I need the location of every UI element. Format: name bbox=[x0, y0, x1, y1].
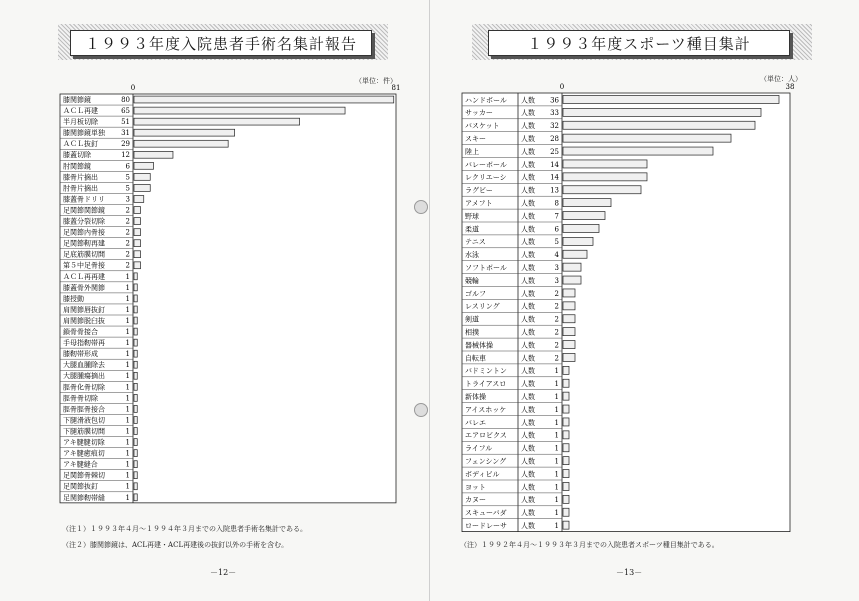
sports-bar bbox=[563, 250, 587, 258]
surgery-bar bbox=[134, 383, 137, 390]
surgery-bar bbox=[134, 118, 300, 125]
sports-category-label: ソフトボール bbox=[465, 263, 507, 272]
sports-bar bbox=[563, 418, 569, 426]
surgery-bar bbox=[134, 361, 137, 368]
sports-value-caption: 人数 bbox=[521, 147, 535, 156]
sports-bar bbox=[563, 186, 641, 194]
surgery-tick-label-0: 0 bbox=[130, 84, 136, 92]
surgery-bar bbox=[134, 450, 137, 457]
surgery-category-label: 手母指靭帯再 bbox=[63, 339, 105, 348]
sports-bar bbox=[563, 379, 569, 387]
surgery-value-label: 1 bbox=[125, 294, 130, 303]
sports-value-caption: 人数 bbox=[521, 186, 535, 195]
surgery-value-label: 1 bbox=[125, 272, 130, 281]
sports-bar bbox=[563, 341, 575, 349]
sports-value-caption: 人数 bbox=[521, 225, 535, 234]
sports-value-label: 4 bbox=[554, 251, 559, 260]
sports-value-caption: 人数 bbox=[521, 160, 535, 169]
sports-category-label: 陸上 bbox=[465, 147, 479, 156]
sports-value-caption: 人数 bbox=[521, 109, 535, 118]
sports-category-label: バスケット bbox=[465, 122, 500, 131]
sports-category-label: トライアスロ bbox=[465, 380, 507, 389]
sports-bar bbox=[563, 444, 569, 452]
surgery-category-label: 肘骨片摘出 bbox=[63, 184, 98, 193]
surgery-value-label: 1 bbox=[125, 383, 130, 392]
surgery-category-label: 大腿腫瘍摘出 bbox=[63, 372, 105, 381]
sports-value-caption: 人数 bbox=[521, 392, 535, 401]
surgery-category-label: 膝授動 bbox=[63, 294, 84, 303]
sports-value-label: 2 bbox=[554, 341, 559, 350]
surgery-bar bbox=[134, 317, 137, 324]
surgery-value-label: 1 bbox=[125, 339, 130, 348]
surgery-value-label: 1 bbox=[125, 328, 130, 337]
sports-value-label: 2 bbox=[554, 315, 559, 324]
sports-value-label: 2 bbox=[554, 354, 559, 363]
sports-tick-label-0: 0 bbox=[559, 83, 565, 91]
sports-value-label: 14 bbox=[550, 173, 559, 182]
surgery-value-label: 1 bbox=[125, 361, 130, 370]
surgery-value-label: 1 bbox=[125, 438, 130, 447]
surgery-category-label: アキ腱腱切除 bbox=[63, 438, 105, 447]
right-page-number: －13－ bbox=[616, 568, 643, 577]
sports-value-label: 32 bbox=[550, 122, 559, 131]
sports-value-caption: 人数 bbox=[521, 457, 535, 466]
sports-value-label: 1 bbox=[554, 380, 559, 389]
surgery-category-label: ＡＣＬ再再建 bbox=[63, 272, 105, 281]
left-page bbox=[0, 0, 429, 601]
surgery-bar bbox=[134, 207, 140, 214]
surgery-value-label: 51 bbox=[121, 118, 130, 127]
sports-category-label: 水泳 bbox=[465, 251, 479, 260]
sports-value-label: 6 bbox=[554, 225, 559, 234]
sports-value-label: 1 bbox=[554, 483, 559, 492]
surgery-value-label: 1 bbox=[125, 316, 130, 325]
sports-category-label: ロードレーサ bbox=[465, 521, 507, 530]
surgery-bar bbox=[134, 240, 140, 247]
sports-bar bbox=[563, 405, 569, 413]
surgery-value-label: 1 bbox=[125, 350, 130, 359]
sports-value-caption: 人数 bbox=[521, 496, 535, 505]
left-note-2: （注２）膝関節鏡は、ACL再建・ACL再建後の抜釘以外の手術を含む。 bbox=[62, 541, 289, 549]
surgery-bar bbox=[134, 394, 137, 401]
sports-category-label: テニス bbox=[465, 238, 486, 247]
sports-bar bbox=[563, 160, 647, 168]
surgery-value-label: 12 bbox=[121, 151, 130, 160]
surgery-bar bbox=[134, 339, 137, 346]
surgery-value-label: 2 bbox=[125, 239, 130, 248]
sports-category-label: カヌー bbox=[465, 496, 486, 505]
sports-bar bbox=[563, 482, 569, 490]
sports-category-label: ハンドボール bbox=[465, 96, 507, 105]
sports-bar bbox=[563, 302, 575, 310]
right-page bbox=[429, 0, 859, 601]
sports-value-label: 1 bbox=[554, 418, 559, 427]
sports-tick-label-max: 38 bbox=[785, 83, 795, 91]
sports-category-label: 自転車 bbox=[465, 354, 486, 363]
left-page-title: １９９３年度入院患者手術名集計報告 bbox=[70, 30, 372, 56]
surgery-bar bbox=[134, 218, 140, 225]
sports-value-label: 33 bbox=[550, 109, 559, 118]
surgery-bar bbox=[134, 96, 394, 103]
surgery-category-label: 第５中足骨接 bbox=[63, 261, 105, 270]
surgery-value-label: 5 bbox=[125, 184, 130, 193]
sports-value-caption: 人数 bbox=[521, 380, 535, 389]
sports-category-label: バレーボール bbox=[465, 160, 507, 169]
surgery-value-label: 1 bbox=[125, 372, 130, 381]
sports-bar bbox=[563, 263, 581, 271]
surgery-bar bbox=[134, 405, 137, 412]
sports-bar bbox=[563, 134, 731, 142]
surgery-value-label: 2 bbox=[125, 217, 130, 226]
sports-category-label: 相撲 bbox=[465, 328, 479, 337]
sports-bar bbox=[563, 353, 575, 361]
sports-value-label: 2 bbox=[554, 302, 559, 311]
sports-category-label: 柔道 bbox=[465, 225, 479, 234]
sports-bar bbox=[563, 95, 779, 103]
surgery-category-label: 肩関節脱臼抜 bbox=[63, 316, 105, 325]
sports-value-label: 1 bbox=[554, 509, 559, 518]
surgery-category-label: 肩関節唇抜釘 bbox=[63, 305, 105, 314]
surgery-category-label: アキ腱縫合 bbox=[63, 460, 98, 469]
sports-value-label: 2 bbox=[554, 328, 559, 337]
surgery-bar bbox=[134, 306, 137, 313]
surgery-bar bbox=[134, 417, 137, 424]
right-unit-label: （単位：人） bbox=[760, 75, 802, 83]
sports-category-label: ゴルフ bbox=[465, 289, 486, 298]
sports-value-caption: 人数 bbox=[521, 238, 535, 247]
sports-value-caption: 人数 bbox=[521, 315, 535, 324]
sports-value-caption: 人数 bbox=[521, 122, 535, 131]
sports-category-label: レクリエーシ bbox=[465, 173, 507, 182]
surgery-bar bbox=[134, 350, 137, 357]
sports-value-caption: 人数 bbox=[521, 405, 535, 414]
surgery-category-label: 足関節関節鏡 bbox=[63, 206, 105, 215]
sports-category-label: ラグビー bbox=[465, 186, 493, 195]
surgery-category-label: 膝関節鏡 bbox=[63, 95, 91, 104]
surgery-category-label: 足関節靭再建 bbox=[63, 239, 105, 248]
surgery-value-label: 65 bbox=[121, 107, 130, 116]
sports-value-caption: 人数 bbox=[521, 199, 535, 208]
surgery-bar bbox=[134, 284, 137, 291]
sports-category-label: 競輪 bbox=[465, 276, 479, 285]
surgery-value-label: 6 bbox=[125, 162, 130, 171]
surgery-bar bbox=[134, 295, 137, 302]
surgery-category-label: ＡＣＬ抜釘 bbox=[63, 140, 98, 149]
surgery-category-label: 半月板切除 bbox=[63, 118, 98, 127]
surgery-bar bbox=[134, 428, 137, 435]
sports-bar bbox=[563, 276, 581, 284]
sports-value-caption: 人数 bbox=[521, 367, 535, 376]
sports-bar bbox=[563, 121, 755, 129]
surgery-category-label: 足関節抜釘 bbox=[63, 482, 98, 491]
surgery-value-label: 1 bbox=[125, 449, 130, 458]
sports-value-label: 1 bbox=[554, 431, 559, 440]
sports-value-label: 14 bbox=[550, 160, 559, 169]
sports-category-label: ヨット bbox=[465, 483, 486, 492]
sports-bar bbox=[563, 212, 605, 220]
surgery-value-label: 2 bbox=[125, 228, 130, 237]
sports-category-label: 剣道 bbox=[465, 315, 479, 324]
surgery-value-label: 1 bbox=[125, 405, 130, 414]
surgery-value-label: 29 bbox=[121, 140, 130, 149]
sports-chart bbox=[430, 0, 859, 530]
left-page-number: －12－ bbox=[210, 568, 237, 577]
surgery-bar bbox=[134, 439, 137, 446]
sports-category-label: 新体操 bbox=[465, 392, 486, 401]
surgery-bar bbox=[134, 173, 150, 180]
sports-bar bbox=[563, 173, 647, 181]
sports-category-label: レスリング bbox=[465, 302, 500, 311]
sports-bar bbox=[563, 199, 611, 207]
right-page-title: １９９３年度スポーツ種目集計 bbox=[488, 30, 790, 56]
sports-bar bbox=[563, 224, 599, 232]
sports-category-label: 器械体操 bbox=[465, 341, 493, 350]
sports-value-caption: 人数 bbox=[521, 483, 535, 492]
surgery-value-label: 1 bbox=[125, 460, 130, 469]
sports-category-label: フェンシング bbox=[465, 457, 507, 466]
sports-value-label: 1 bbox=[554, 367, 559, 376]
sports-bar bbox=[563, 366, 569, 374]
sports-value-caption: 人数 bbox=[521, 173, 535, 182]
sports-bar bbox=[563, 457, 569, 465]
sports-value-label: 36 bbox=[550, 96, 559, 105]
surgery-category-label: アキ腱癒痕切 bbox=[63, 449, 105, 458]
sports-value-caption: 人数 bbox=[521, 341, 535, 350]
sports-value-caption: 人数 bbox=[521, 444, 535, 453]
surgery-category-label: 脛骨脛骨接合 bbox=[63, 405, 105, 414]
surgery-value-label: 1 bbox=[125, 493, 130, 502]
surgery-bar bbox=[134, 273, 137, 280]
sports-value-caption: 人数 bbox=[521, 263, 535, 272]
sports-value-label: 1 bbox=[554, 470, 559, 479]
sports-value-label: 1 bbox=[554, 392, 559, 401]
left-note-1: （注１）１９９３年４月～１９９４年３月までの入院患者手術名集計である。 bbox=[62, 525, 307, 533]
surgery-bar bbox=[134, 483, 137, 490]
surgery-value-label: 2 bbox=[125, 250, 130, 259]
sports-category-label: ライフル bbox=[465, 444, 493, 453]
surgery-bar bbox=[134, 151, 173, 158]
surgery-value-label: 1 bbox=[125, 283, 130, 292]
surgery-chart bbox=[0, 0, 429, 502]
surgery-category-label: 膝靭帯形成 bbox=[63, 350, 98, 359]
sports-bar bbox=[563, 508, 569, 516]
sports-value-caption: 人数 bbox=[521, 328, 535, 337]
surgery-bar bbox=[134, 494, 137, 501]
sports-bar bbox=[563, 495, 569, 503]
sports-value-label: 1 bbox=[554, 521, 559, 530]
surgery-value-label: 1 bbox=[125, 471, 130, 480]
sports-value-label: 1 bbox=[554, 496, 559, 505]
surgery-bar bbox=[134, 251, 140, 258]
surgery-value-label: 2 bbox=[125, 261, 130, 270]
surgery-bar bbox=[134, 162, 153, 169]
sports-bar bbox=[563, 237, 593, 245]
sports-value-label: 1 bbox=[554, 457, 559, 466]
sports-bar bbox=[563, 521, 569, 529]
sports-value-caption: 人数 bbox=[521, 212, 535, 221]
surgery-bar bbox=[134, 184, 150, 191]
sports-bar bbox=[563, 470, 569, 478]
sports-value-caption: 人数 bbox=[521, 251, 535, 260]
sports-bar bbox=[563, 431, 569, 439]
surgery-bar bbox=[134, 196, 144, 203]
surgery-category-label: 脛骨骨切除 bbox=[63, 394, 98, 403]
surgery-category-label: 肘関節鏡 bbox=[63, 162, 91, 171]
surgery-bar bbox=[134, 262, 140, 269]
surgery-category-label: 脛骨化骨切除 bbox=[63, 383, 105, 392]
sports-value-caption: 人数 bbox=[521, 354, 535, 363]
surgery-category-label: 膝蓋骨外関節 bbox=[63, 283, 105, 292]
surgery-category-label: 鎖骨骨接合 bbox=[63, 328, 98, 337]
surgery-category-label: 足関節靭帯縫 bbox=[63, 493, 105, 502]
sports-category-label: サッカー bbox=[465, 109, 493, 118]
sports-value-label: 1 bbox=[554, 444, 559, 453]
sports-value-label: 8 bbox=[554, 199, 559, 208]
surgery-category-label: 膝骨片摘出 bbox=[63, 173, 98, 182]
sports-bar bbox=[563, 392, 569, 400]
surgery-value-label: 31 bbox=[121, 129, 130, 138]
surgery-bar bbox=[134, 472, 137, 479]
sports-value-label: 2 bbox=[554, 289, 559, 298]
surgery-category-label: 下腿滑液包切 bbox=[63, 416, 105, 425]
surgery-category-label: 大腿血腫除去 bbox=[63, 361, 105, 370]
sports-category-label: アメフト bbox=[465, 199, 493, 208]
surgery-category-label: 足関節内骨接 bbox=[63, 228, 105, 237]
sports-value-label: 5 bbox=[554, 238, 559, 247]
sports-value-label: 3 bbox=[554, 263, 559, 272]
sports-value-label: 1 bbox=[554, 405, 559, 414]
sports-value-caption: 人数 bbox=[521, 134, 535, 143]
sports-bar bbox=[563, 147, 713, 155]
surgery-value-label: 5 bbox=[125, 173, 130, 182]
surgery-value-label: 1 bbox=[125, 416, 130, 425]
sports-value-label: 3 bbox=[554, 276, 559, 285]
sports-value-caption: 人数 bbox=[521, 276, 535, 285]
sports-category-label: ボディビル bbox=[465, 470, 500, 479]
sports-bar bbox=[563, 315, 575, 323]
surgery-category-label: 下腿筋膜切開 bbox=[63, 427, 105, 436]
binder-hole-top bbox=[414, 200, 428, 214]
sports-value-caption: 人数 bbox=[521, 96, 535, 105]
sports-value-label: 25 bbox=[550, 147, 559, 156]
sports-value-caption: 人数 bbox=[521, 521, 535, 530]
sports-value-label: 28 bbox=[550, 134, 559, 143]
surgery-bar bbox=[134, 328, 137, 335]
surgery-value-label: 1 bbox=[125, 305, 130, 314]
sports-category-label: バドミントン bbox=[465, 367, 507, 376]
sports-category-label: スキー bbox=[465, 134, 486, 143]
surgery-value-label: 3 bbox=[125, 195, 130, 204]
surgery-value-label: 1 bbox=[125, 427, 130, 436]
sports-value-caption: 人数 bbox=[521, 418, 535, 427]
sports-category-label: スキューバダ bbox=[465, 509, 507, 518]
surgery-category-label: 膝関節鏡単独 bbox=[63, 129, 105, 138]
sports-category-label: 野球 bbox=[465, 212, 479, 221]
surgery-bar bbox=[134, 140, 228, 147]
sports-value-label: 7 bbox=[554, 212, 559, 221]
left-unit-label: （単位：件） bbox=[355, 77, 397, 85]
sports-value-caption: 人数 bbox=[521, 302, 535, 311]
surgery-category-label: 膝蓋切除 bbox=[63, 151, 91, 160]
surgery-frame bbox=[60, 94, 396, 503]
surgery-category-label: 膝蓋分裂切除 bbox=[63, 217, 105, 226]
surgery-category-label: 足関節骨棘切 bbox=[63, 471, 105, 480]
surgery-bar bbox=[134, 107, 345, 114]
surgery-value-label: 80 bbox=[121, 95, 130, 104]
binder-hole-bottom bbox=[414, 403, 428, 417]
surgery-tick-label-max: 81 bbox=[391, 84, 401, 92]
surgery-bar bbox=[134, 229, 140, 236]
surgery-category-label: ＡＣＬ再建 bbox=[63, 107, 98, 116]
surgery-category-label: 膝蓋骨ドリリ bbox=[63, 195, 105, 204]
surgery-bar bbox=[134, 461, 137, 468]
sports-category-label: バレエ bbox=[465, 418, 486, 427]
right-note-1: （注）１９９２年４月～１９９３年３月までの入院患者スポーツ種目集計である。 bbox=[460, 541, 719, 549]
surgery-value-label: 2 bbox=[125, 206, 130, 215]
sports-value-caption: 人数 bbox=[521, 509, 535, 518]
sports-bar bbox=[563, 289, 575, 297]
sports-bar bbox=[563, 328, 575, 336]
sports-value-caption: 人数 bbox=[521, 470, 535, 479]
surgery-bar bbox=[134, 129, 235, 136]
surgery-bar bbox=[134, 372, 137, 379]
surgery-value-label: 1 bbox=[125, 482, 130, 491]
sports-value-caption: 人数 bbox=[521, 431, 535, 440]
sports-bar bbox=[563, 108, 761, 116]
sports-category-label: エアロビクス bbox=[465, 431, 507, 440]
sports-value-caption: 人数 bbox=[521, 289, 535, 298]
sports-category-label: アイスホッケ bbox=[465, 405, 507, 414]
sports-value-label: 13 bbox=[550, 186, 559, 195]
surgery-category-label: 足底筋膜切開 bbox=[63, 250, 105, 259]
surgery-value-label: 1 bbox=[125, 394, 130, 403]
